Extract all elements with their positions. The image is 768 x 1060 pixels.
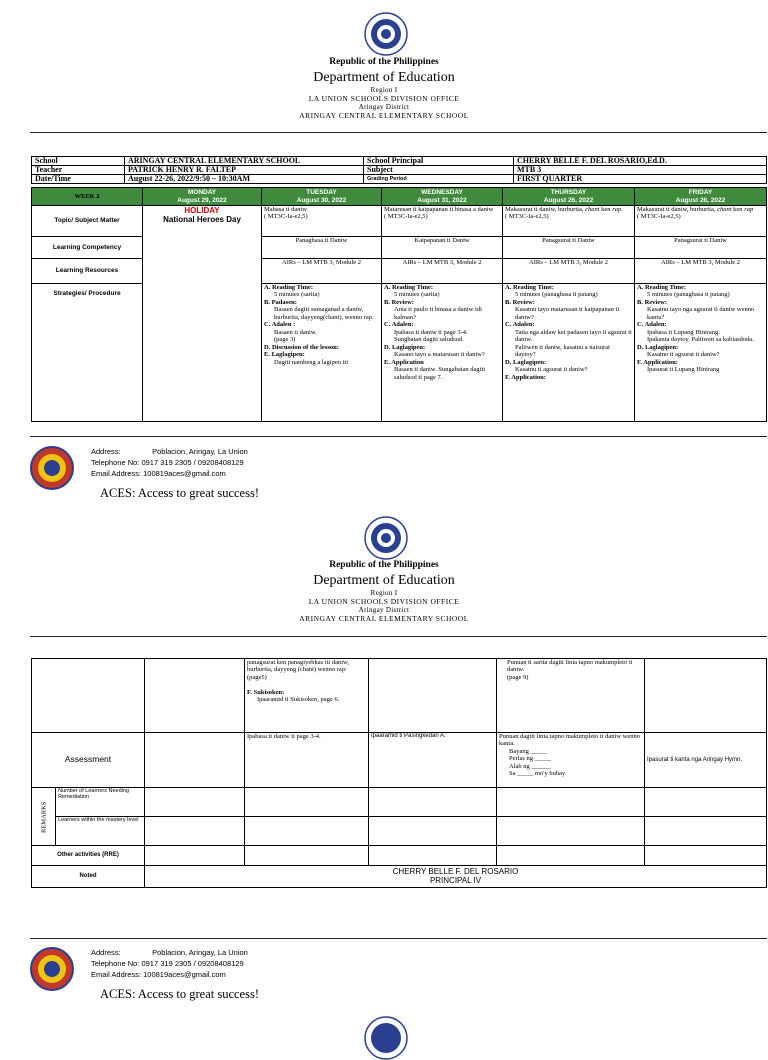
competency-thursday: Panagsurat ti Daniw xyxy=(503,237,635,259)
cont-thursday: Punuan ti sarita dagiti linia tapno makumpleto ti daniw. (page 9) xyxy=(497,659,645,733)
address-label-2: Address: xyxy=(91,948,121,957)
region-text-2: Region I xyxy=(370,588,398,597)
footer-divider-2 xyxy=(30,938,767,939)
school-logo-icon xyxy=(30,446,74,490)
lesson-plan-table xyxy=(31,187,767,422)
department-text: Department of Education xyxy=(313,69,455,85)
day-header-thursday: THURSDAY August 26, 2022 xyxy=(503,188,635,206)
teacher-value: PATRICK HENRY R. FALTEP xyxy=(125,166,364,175)
footer-2 xyxy=(30,947,767,1005)
subject-label: Subject xyxy=(364,166,514,175)
school-text-2: ARINGAY CENTRAL ELEMENTARY SCHOOL xyxy=(299,614,469,623)
competency-wednesday: Kaipapanan ti Daniw xyxy=(382,237,503,259)
noted-label: Noted xyxy=(32,866,145,888)
remediation-tuesday xyxy=(245,788,369,817)
remediation-thursday xyxy=(497,788,645,817)
strategies-wednesday: A. Reading Time: 5 minutes (sarita) B. Review: Ania ti paulo ti binasa a daniw idi kalman? C. Adalen: Ipabasa ti daniw ti page 3-4. Sungbatan dagiti saludsod. D. Laglagipen: Kasano tayo a matarusan ti daniw? E. Application Basaen ti daniw. Sungabatan dagiti saludsod ti page 7. xyxy=(382,284,503,422)
assessment-friday: Ipasurat ti kanta nga Aringay Hymn. xyxy=(645,733,767,788)
letterhead-2 xyxy=(0,561,768,623)
grading-label: Grading Period xyxy=(364,175,514,184)
email-label: Email Address: xyxy=(91,469,142,478)
assessment-wednesday: Ipaaramid ti Pasingkedan A. xyxy=(369,733,497,788)
republic-text-2: Republic of the Philippines xyxy=(329,560,439,570)
phone-label: Telephone No: xyxy=(91,458,140,467)
competency-friday: Panagsurat ti Daniw xyxy=(635,237,767,259)
day-header-tuesday: TUESDAY August 30, 2022 xyxy=(262,188,382,206)
remarks-label: REMARKS xyxy=(32,788,56,846)
resources-friday: AIRs – LM MTB 3, Module 2 xyxy=(635,259,767,284)
principal-label: School Principal xyxy=(364,157,514,166)
topic-thursday: Makasurat ti daniw, burburtia, chant ken rap. ( MT3C-Ia-e2,5) xyxy=(503,206,635,237)
school-logo-icon-2 xyxy=(30,947,74,991)
school-text: ARINGAY CENTRAL ELEMENTARY SCHOOL xyxy=(299,111,469,120)
deped-seal-icon-2 xyxy=(364,516,408,560)
day-header-monday: MONDAY August 29, 2022 xyxy=(143,188,262,206)
motto-2: ACES: Access to great success! xyxy=(100,987,259,1001)
letterhead xyxy=(0,58,768,120)
email-label-2: Email Address: xyxy=(91,970,142,979)
day-header-friday: FRIDAY August 26, 2022 xyxy=(635,188,767,206)
email-value: 100819aces@gmail.com xyxy=(143,469,226,478)
division-text: LA UNION SCHOOLS DIVISION OFFICE xyxy=(308,93,460,103)
email-value-2: 100819aces@gmail.com xyxy=(143,970,226,979)
assessment-thursday: Punuan dagiti linia tapno makumpleto ti daniw wenno kanta. Bayang _____ Perlas ng _____ Alab ng ______ Sa _____ mo'y buhay xyxy=(497,733,645,788)
strategies-thursday: A. Reading Time: 5 minutes (panagbasa ti patang) B. Review: Kasatnu tayo matarusan ti kaipapanan ti daniw? C. Adalen: Tatta nga aldaw ket padasen tayo ti agsurat ti daniw. Paliiwen ti daniw, kasatnu a naisurat daytoy? D. Laglagipen: Kasatnu ti agsurat ti daniw? F. Application: xyxy=(503,284,635,422)
republic-text: Republic of the Philippines xyxy=(329,57,439,67)
contact-lines xyxy=(91,446,248,479)
department-text-2: Department of Education xyxy=(313,572,455,588)
competency-label: Learning Competency xyxy=(32,237,143,259)
phone-label-2: Telephone No: xyxy=(91,959,140,968)
contact-lines-2 xyxy=(91,947,248,980)
address-label: Address: xyxy=(91,447,121,456)
noted-signatory: CHERRY BELLE F. DEL ROSARIO PRINCIPAL IV xyxy=(145,866,767,888)
date-label: Date/Time xyxy=(32,175,125,184)
date-value: August 22-26, 2022/9:50 – 10:30AM xyxy=(125,175,364,184)
assessment-monday xyxy=(145,733,245,788)
info-table xyxy=(31,156,767,184)
remediation-label: Number of Learners Needing Remediation xyxy=(56,788,145,817)
other-friday xyxy=(645,846,767,866)
day-header-wednesday: WEDNESDAY August 31, 2022 xyxy=(382,188,503,206)
other-activities-label: Other activities (RRE) xyxy=(32,846,145,866)
holiday-text: HOLIDAY xyxy=(184,206,220,215)
other-tuesday xyxy=(245,846,369,866)
division-text-2: LA UNION SCHOOLS DIVISION OFFICE xyxy=(308,596,460,606)
footer-1 xyxy=(30,446,767,502)
cont-wednesday xyxy=(369,659,497,733)
assessment-label: Assessment xyxy=(32,733,145,788)
deped-seal-icon xyxy=(364,12,408,56)
footer-divider-1 xyxy=(30,436,767,437)
other-wednesday xyxy=(369,846,497,866)
cont-tuesday: panagsurat ken panagiyebkas iti daniw, burburtia, dayyeng (chant) wenno rap: (page5) F. Sukisoken: Ipaaramid ti Sukisoken, page 6. xyxy=(245,659,369,733)
address-value: Poblacion, Aringay, La Union xyxy=(152,447,248,456)
resources-wednesday: AIRs – LM MTB 3, Module 2 xyxy=(382,259,503,284)
principal-value: CHERRY BELLE F. DEL ROSARIO,Ed.D. xyxy=(514,157,767,166)
mastery-monday xyxy=(145,817,245,846)
remediation-wednesday xyxy=(369,788,497,817)
resources-tuesday: AIRs – LM MTB 3, Module 2 xyxy=(262,259,382,284)
header-divider xyxy=(30,132,767,133)
competency-tuesday: Panagbasa ti Daniw xyxy=(262,237,382,259)
school-value: ARINGAY CENTRAL ELEMENTARY SCHOOL xyxy=(125,157,364,166)
topic-friday: Makasurat ti daniw, burburtia, chant ken rap ( MT3C-Ia-e2,5) xyxy=(635,206,767,237)
strategies-friday: A. Reading Time: 5 minutes (panagbasa ti patang) B. Review: Kasatnu tayo nga agsurat ti daniw wenno kantu? C. Adalen: Ipabasa ti Lupang Hinirang. Ipakanta daytoy. Paliiwen sa kabiasdoda. D. Laglagipen: Kasatno ti agsurat ti daniw? F. Application: Ipasurat ti Lupang Hinirang xyxy=(635,284,767,422)
cont-friday xyxy=(645,659,767,733)
subject-value: MTB 3 xyxy=(514,166,767,175)
header-divider-2 xyxy=(30,636,767,637)
cont-label-empty xyxy=(32,659,145,733)
mastery-label: Learners within the mastery level xyxy=(56,817,145,846)
remediation-monday xyxy=(145,788,245,817)
strategies-label: Strategies/ Procedure xyxy=(32,284,143,422)
mastery-wednesday xyxy=(369,817,497,846)
phone-value: 0917 319 2305 / 09208408129 xyxy=(141,458,244,467)
holiday-name: National Heroes Day xyxy=(163,215,241,225)
other-thursday xyxy=(497,846,645,866)
address-value-2: Poblacion, Aringay, La Union xyxy=(152,948,248,957)
topic-tuesday: Mabasa ti daniw ( MT3C-Ia-e2,5) xyxy=(262,206,382,237)
week-label: WEEK 2 xyxy=(32,188,143,206)
phone-value-2: 0917 319 2305 / 09208408129 xyxy=(141,959,244,968)
mastery-thursday xyxy=(497,817,645,846)
teacher-label: Teacher xyxy=(32,166,125,175)
strategies-tuesday: A. Reading Time: 5 minutes (sarita) B. Padasen: Basaen dagiti sumaganad a daniw, burburtia, dayyeng(chant), wenno rap. C. Adalen : Basaen ti daniw. (page 3) D. Discussion of the lesson: E. Laglagipen: Dagiti nambeng a lagipen iti xyxy=(262,284,382,422)
school-label: School xyxy=(32,157,125,166)
remediation-friday xyxy=(645,788,767,817)
mastery-tuesday xyxy=(245,817,369,846)
region-text: Region I xyxy=(370,85,398,94)
topic-label: Topic/ Subject Matter xyxy=(32,206,143,237)
cont-monday xyxy=(145,659,245,733)
deped-seal-icon-3 xyxy=(364,1016,408,1060)
topic-wednesday: Matarusan ti kaipapanan ti binasa a daniw ( MT3C-Ia-e2,5) xyxy=(382,206,503,237)
grading-value: FIRST QUARTER xyxy=(514,175,767,184)
motto: ACES: Access to great success! xyxy=(100,486,259,500)
district-text: Aringay District xyxy=(358,103,410,111)
district-text-2: Aringay District xyxy=(358,606,410,614)
assessment-tuesday: Ipabasa ti daniw ti page 3-4. xyxy=(245,733,369,788)
other-monday xyxy=(145,846,245,866)
mastery-friday xyxy=(645,817,767,846)
resources-thursday: AIRs – LM MTB 3, Module 2 xyxy=(503,259,635,284)
continuation-table xyxy=(31,658,767,888)
monday-holiday-cell xyxy=(143,206,262,422)
resources-label: Learning Resources xyxy=(32,259,143,284)
